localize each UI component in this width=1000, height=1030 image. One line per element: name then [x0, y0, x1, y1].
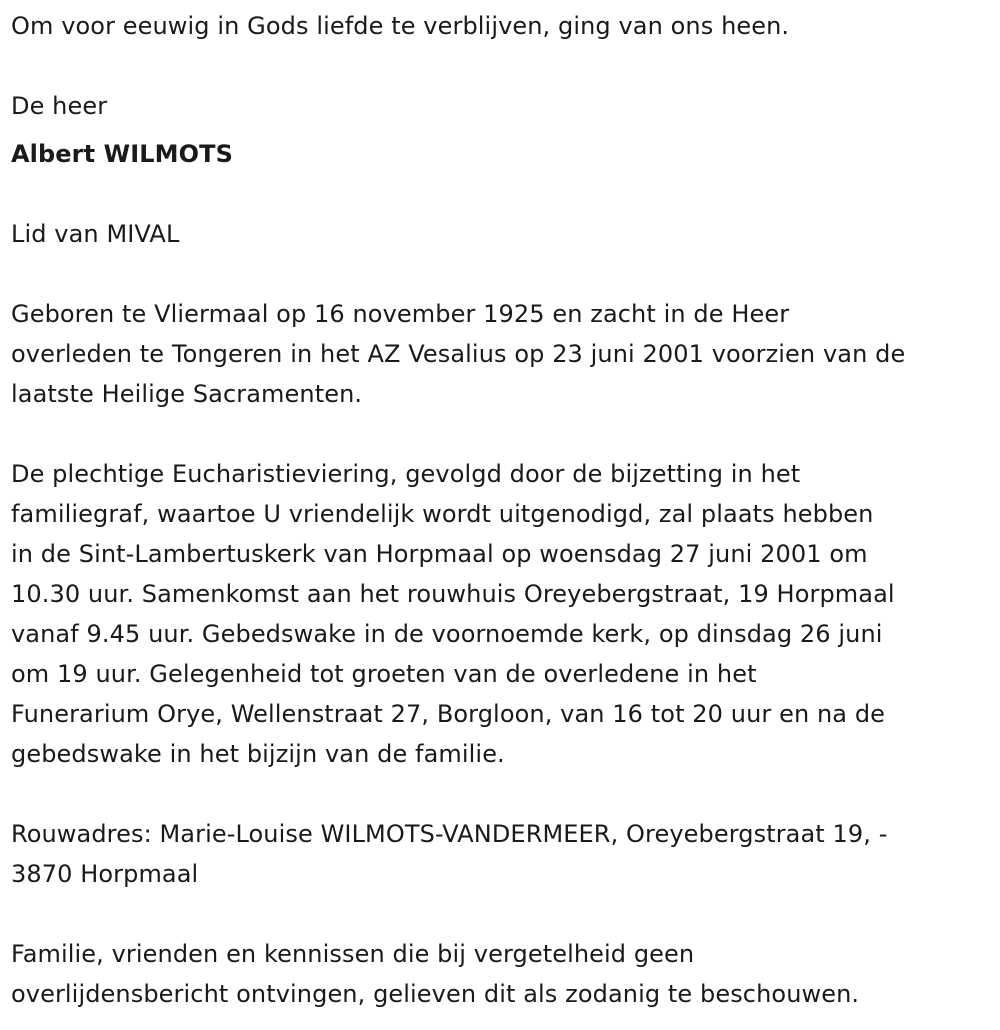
paragraph-line: De plechtige Eucharistieviering, gevolgd door de bijzetting in het: [11, 460, 801, 488]
paragraph-line: Rouwadres: Marie-Louise WILMOTS-VANDERMEER, Oreyebergstraat 19, -: [11, 820, 888, 848]
membership: Lid van MIVAL: [11, 220, 180, 248]
paragraph-line: in de Sint-Lambertuskerk van Horpmaal op woensdag 27 juni 2001 om: [11, 540, 868, 568]
paragraph-line: familiegraf, waartoe U vriendelijk wordt uitgenodigd, zal plaats hebben: [11, 500, 874, 528]
paragraph-line: Familie, vrienden en kennissen die bij vergetelheid geen: [11, 940, 695, 968]
paragraph-line: 10.30 uur. Samenkomst aan het rouwhuis Oreyebergstraat, 19 Horpmaal: [11, 580, 895, 608]
paragraph-line: Funerarium Orye, Wellenstraat 27, Borgloon, van 16 tot 20 uur en na de: [11, 700, 886, 728]
paragraph-line: overlijdensbericht ontvingen, gelieven dit als zodanig te beschouwen.: [11, 980, 860, 1008]
deceased-name: Albert WILMOTS: [11, 140, 233, 168]
paragraph-line: 3870 Horpmaal: [11, 860, 199, 888]
paragraph-line: om 19 uur. Gelegenheid tot groeten van de overledene in het: [11, 660, 757, 688]
paragraph-line: Geboren te Vliermaal op 16 november 1925 en zacht in de Heer: [11, 300, 790, 328]
salutation: De heer: [11, 92, 108, 120]
intro-text: Om voor eeuwig in Gods liefde te verblijven, ging van ons heen.: [11, 12, 790, 40]
paragraph-line: overleden te Tongeren in het AZ Vesalius op 23 juni 2001 voorzien van de: [11, 340, 906, 368]
paragraph-line: gebedswake in het bijzijn van de familie.: [11, 740, 505, 768]
paragraph-line: laatste Heilige Sacramenten.: [11, 380, 363, 408]
paragraph-line: vanaf 9.45 uur. Gebedswake in de voornoemde kerk, op dinsdag 26 juni: [11, 620, 883, 648]
